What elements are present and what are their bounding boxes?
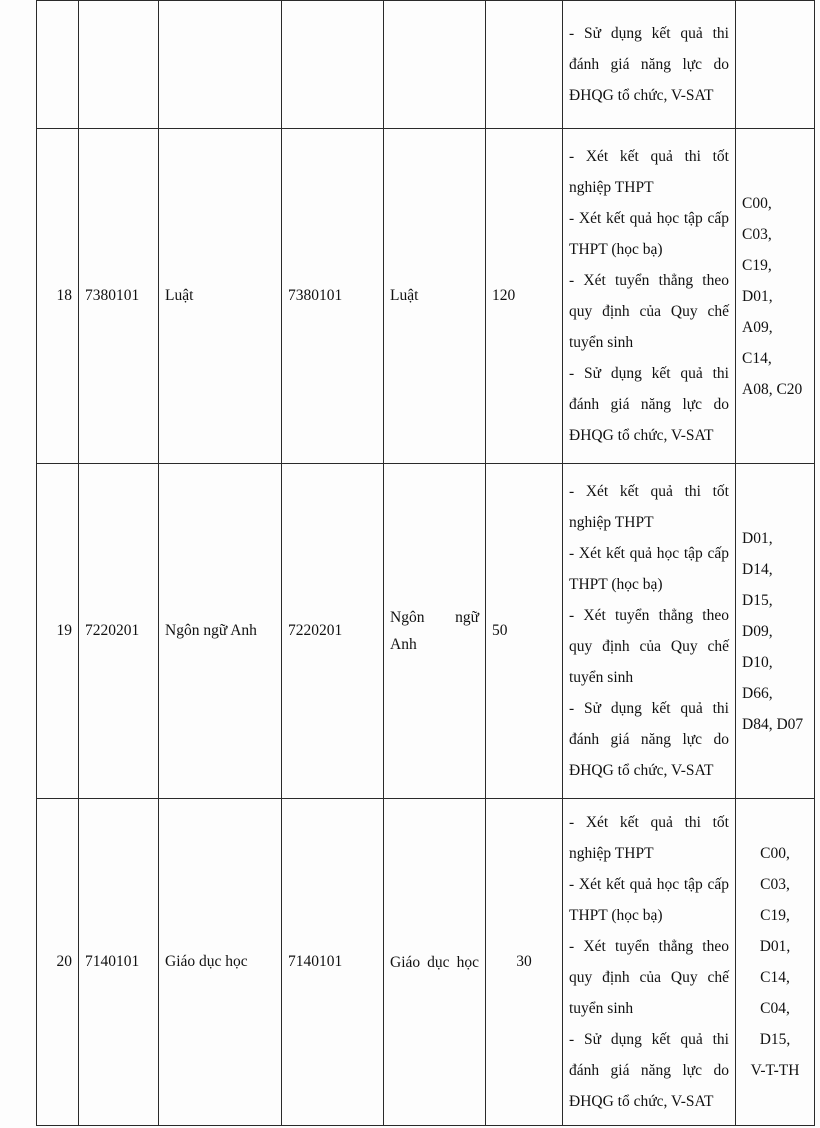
method-item: - Xét tuyển thẳng theo quy định của Quy chế tuyển sinh bbox=[569, 938, 729, 1017]
cell-ma-nganh bbox=[79, 1, 159, 129]
cell-ten-xet-tuyen: Luật bbox=[384, 129, 486, 464]
to-hop-item: A09, bbox=[742, 318, 773, 336]
cell-ten-nganh bbox=[159, 1, 282, 129]
to-hop-item: C19, bbox=[742, 256, 772, 274]
to-hop-item: A08, C20 bbox=[742, 380, 803, 398]
cell-ma-nganh: 7140101 bbox=[79, 799, 159, 1126]
cell-ten-xet-tuyen bbox=[384, 799, 486, 1126]
cell-chi-tieu bbox=[486, 1, 563, 129]
cell-phuong-thuc bbox=[563, 129, 736, 464]
cell-to-hop bbox=[736, 129, 815, 464]
cell-ten-xet-tuyen bbox=[384, 1, 486, 129]
method-item: - Sử dụng kết quả thi đánh giá năng lực do ĐHQG tổ chức, V-SAT bbox=[569, 365, 729, 444]
to-hop-item: C00, bbox=[742, 194, 772, 212]
cell-ma-xet-tuyen: 7380101 bbox=[282, 129, 384, 464]
cell-stt: 19 bbox=[37, 464, 79, 799]
cell-chi-tieu: 30 bbox=[486, 799, 563, 1126]
cell-phuong-thuc bbox=[563, 1, 736, 129]
cell-ten-nganh: Ngôn ngữ Anh bbox=[159, 464, 282, 799]
to-hop-item: D14, bbox=[742, 560, 773, 578]
cell-ma-xet-tuyen bbox=[282, 1, 384, 129]
to-hop-item: C19, bbox=[760, 907, 790, 924]
cell-phuong-thuc bbox=[563, 464, 736, 799]
cell-stt: 20 bbox=[37, 799, 79, 1126]
cell-ma-nganh: 7380101 bbox=[79, 129, 159, 464]
cell-stt bbox=[37, 1, 79, 129]
cell-phuong-thuc bbox=[563, 799, 736, 1126]
to-hop-item: D09, bbox=[742, 622, 773, 640]
to-hop-item: C04, bbox=[760, 1000, 790, 1017]
method-item: - Sử dụng kết quả thi đánh giá năng lực do ĐHQG tổ chức, V-SAT bbox=[569, 25, 729, 104]
cell-ten-xet-tuyen bbox=[384, 464, 486, 799]
table-row bbox=[37, 129, 815, 464]
method-item: - Sử dụng kết quả thi đánh giá năng lực do ĐHQG tổ chức, V-SAT bbox=[569, 700, 729, 779]
method-item: - Xét kết quả học tập cấp THPT (học bạ) bbox=[569, 545, 729, 593]
cell-ma-nganh: 7220201 bbox=[79, 464, 159, 799]
to-hop-item: D15, bbox=[759, 1031, 791, 1048]
method-item: - Xét kết quả thi tốt nghiệp THPT bbox=[569, 483, 729, 531]
method-item: - Xét tuyển thẳng theo quy định của Quy chế tuyển sinh bbox=[569, 272, 729, 351]
method-item: - Xét tuyển thẳng theo quy định của Quy chế tuyển sinh bbox=[569, 607, 729, 686]
cell-to-hop bbox=[736, 799, 815, 1126]
ten-xet-tuyen-text: Giáo dục học bbox=[390, 953, 479, 971]
cell-ma-xet-tuyen: 7140101 bbox=[282, 799, 384, 1126]
ten-xet-tuyen-text: Ngôn ngữ Anh bbox=[390, 609, 479, 653]
cell-ten-nganh: Giáo dục học bbox=[159, 799, 282, 1126]
to-hop-item: D66, bbox=[742, 684, 773, 702]
to-hop-item: D15, bbox=[742, 591, 773, 609]
cell-ma-xet-tuyen: 7220201 bbox=[282, 464, 384, 799]
to-hop-item: C00, bbox=[760, 845, 790, 862]
table-row bbox=[37, 799, 815, 1126]
table-row-continuation bbox=[37, 1, 815, 129]
to-hop-item: D01, bbox=[759, 938, 791, 955]
method-item: - Xét kết quả thi tốt nghiệp THPT bbox=[569, 148, 729, 196]
to-hop-item: C14, bbox=[760, 969, 790, 986]
to-hop-item: C03, bbox=[760, 876, 790, 893]
table-row bbox=[37, 464, 815, 799]
to-hop-item: C14, bbox=[742, 349, 772, 367]
method-item: - Xét kết quả học tập cấp THPT (học bạ) bbox=[569, 876, 729, 924]
to-hop-item: D01, bbox=[742, 529, 773, 547]
method-item: - Xét kết quả học tập cấp THPT (học bạ) bbox=[569, 210, 729, 258]
cell-to-hop bbox=[736, 464, 815, 799]
method-item: - Sử dụng kết quả thi đánh giá năng lực do ĐHQG tổ chức, V-SAT bbox=[569, 1031, 729, 1110]
to-hop-item: D10, bbox=[742, 653, 773, 671]
cell-stt: 18 bbox=[37, 129, 79, 464]
admissions-table bbox=[36, 0, 815, 1126]
to-hop-item: V-T-TH bbox=[750, 1062, 800, 1079]
cell-to-hop bbox=[736, 1, 815, 129]
cell-chi-tieu: 50 bbox=[486, 464, 563, 799]
cell-chi-tieu: 120 bbox=[486, 129, 563, 464]
to-hop-item: C03, bbox=[742, 225, 772, 243]
method-item: - Xét kết quả thi tốt nghiệp THPT bbox=[569, 814, 729, 862]
cell-ten-nganh: Luật bbox=[159, 129, 282, 464]
to-hop-item: D01, bbox=[742, 287, 773, 305]
to-hop-item: D84, D07 bbox=[742, 715, 804, 733]
